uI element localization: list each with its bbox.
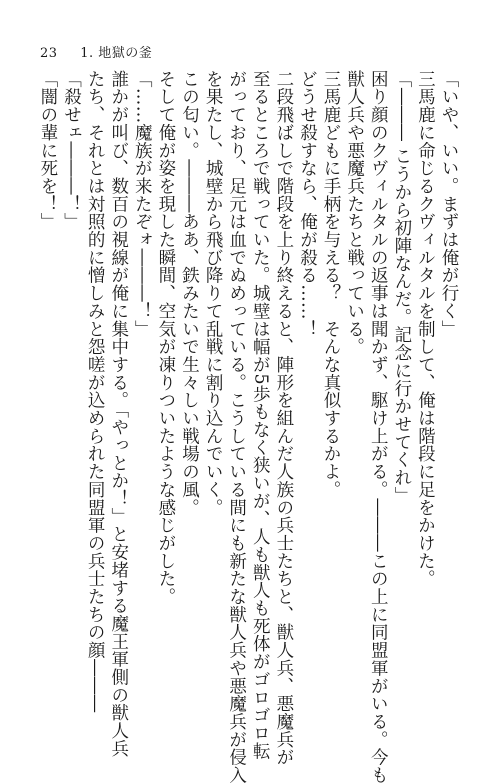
text-line: 困り顔のクヴィルタルの返事は聞かず、駆け上がる。―――この上に同盟軍がいる。今も bbox=[368, 70, 389, 784]
text-line: 至るところで戦っていた。城壁は幅が5歩もなく狭いが、人も獣人も死体がゴロゴロ転 bbox=[250, 70, 271, 760]
text-line: を果たし、城壁から飛び降りて乱戦に割り込んでいく。 bbox=[203, 70, 224, 517]
text-line: 二段飛ばしで階段を上り終えると、陣形を組んだ人族の兵士たちと、獣人兵、悪魔兵が bbox=[273, 70, 294, 767]
text-line: 獣人兵や悪魔兵たちと戦っている。 bbox=[344, 70, 365, 356]
text-line: 「闇の輩に死を！」 bbox=[37, 70, 58, 231]
text-line: この匂い。―――ああ、鉄みたいで生々しい戦場の風。 bbox=[179, 70, 200, 517]
text-line: たち、それとは対照的に憎しみと怨嗟が込められた同盟軍の兵士たちの顔――― bbox=[85, 70, 106, 713]
text-line: 「――― こうから初陣なんだ。記念に行かせてくれ」 bbox=[391, 70, 412, 505]
text-line: 「殺せェ―――！」 bbox=[61, 70, 82, 231]
page-header bbox=[40, 42, 152, 61]
text-line: 三馬鹿どもに手柄を与える？ そんな真似するかよ。 bbox=[321, 70, 342, 499]
chapter-title: 1. 地獄の釜 bbox=[80, 46, 153, 61]
text-line: どうせ殺すなら、俺が殺る……！ bbox=[297, 70, 318, 338]
text-line: がっており、足元は血でぬめっている。こうしている間にも新たな獣人兵や悪魔兵が侵入 bbox=[226, 70, 247, 784]
text-line: そして俺が姿を現した瞬間、空気が凍りついたような感じがした。 bbox=[155, 70, 176, 606]
page-number: 23 bbox=[40, 46, 58, 61]
novel-body-text bbox=[30, 70, 460, 784]
text-line: 「……魔族が来たぞォ―――！」 bbox=[132, 70, 153, 338]
text-line: 誰かが叫び、数百の視線が俺に集中する。「やっとか！」と安堵する魔王軍側の獣人兵 bbox=[108, 70, 129, 758]
text-line: 三馬鹿に命じるクヴィルタルを制して、俺は階段に足をかけた。 bbox=[415, 70, 436, 588]
text-line: 「いや、いい。まずは俺が行く」 bbox=[439, 70, 459, 338]
